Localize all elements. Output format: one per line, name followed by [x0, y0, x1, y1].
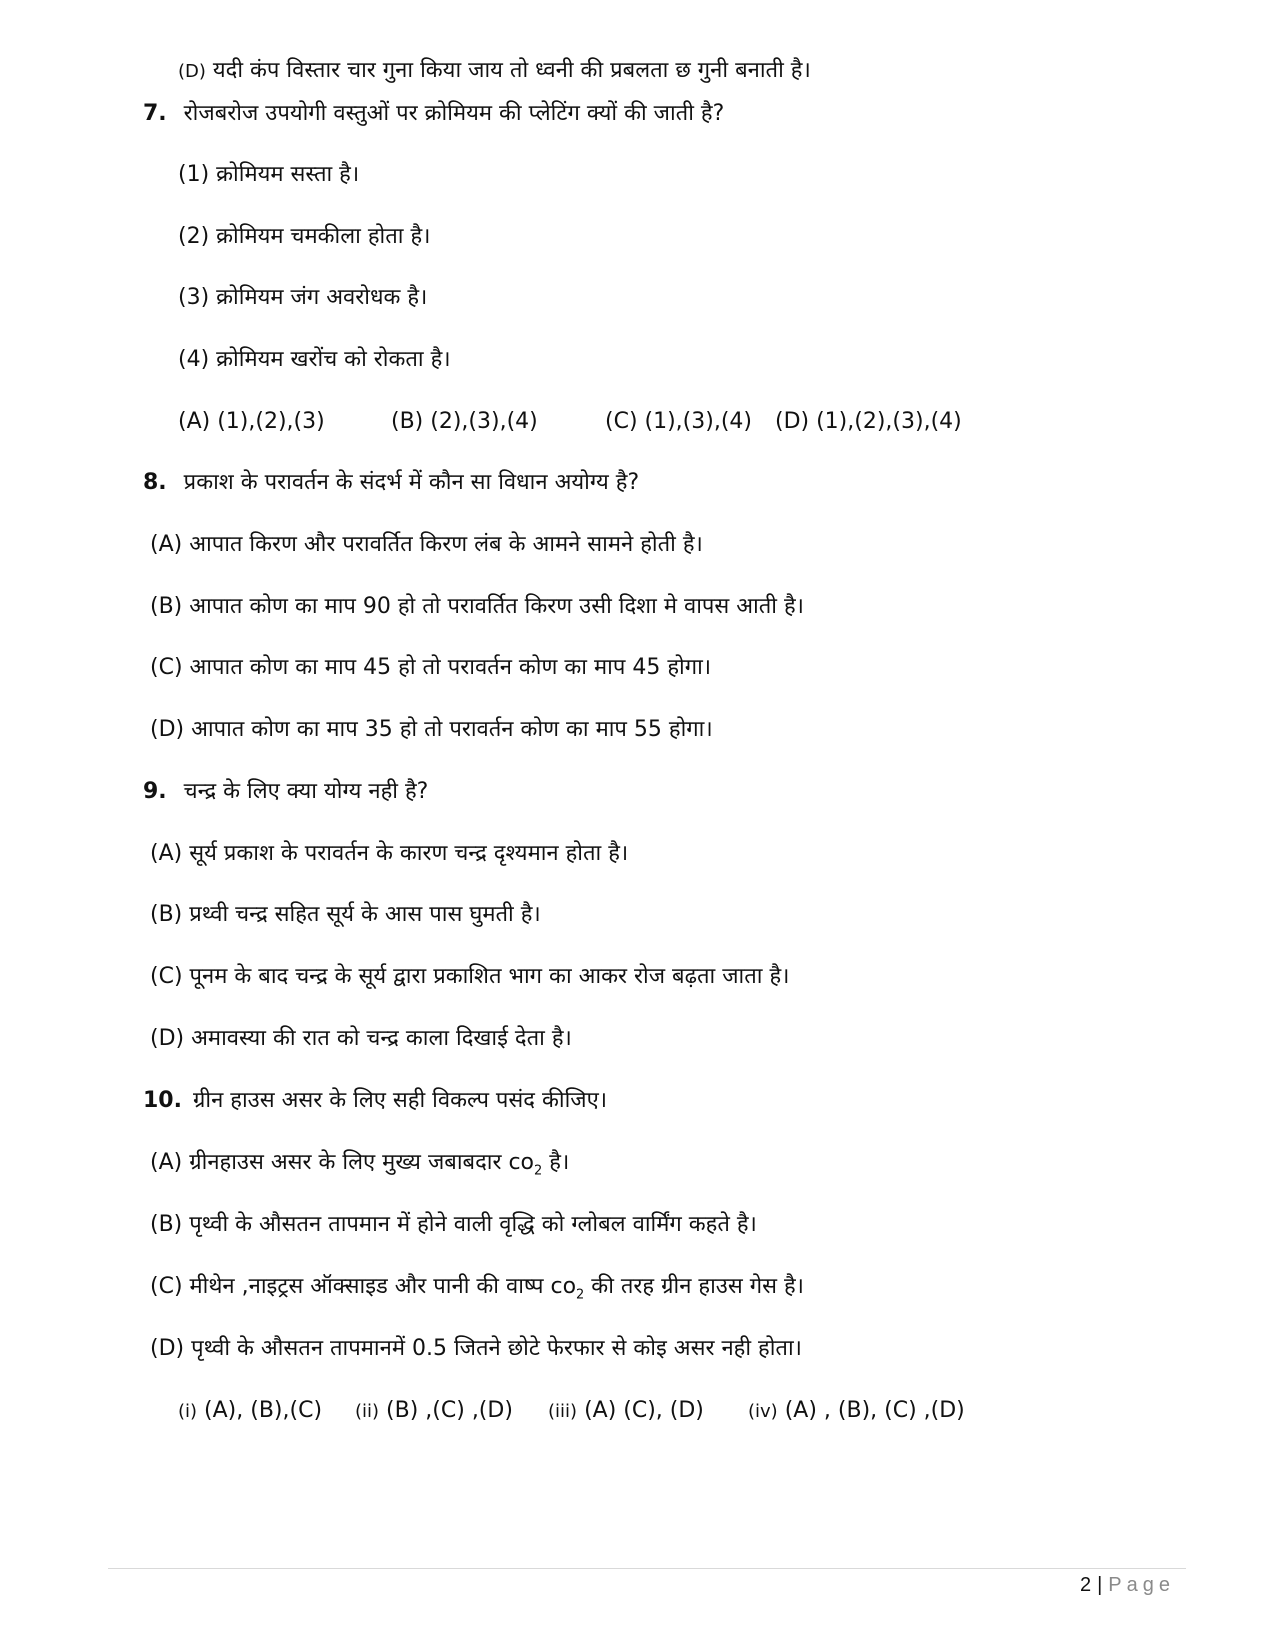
choice-iv	[748, 1396, 965, 1427]
choice-value: (A) , (B), (C) ,(D)	[784, 1398, 965, 1423]
question-9	[143, 777, 428, 807]
subscript: 2	[534, 1163, 543, 1179]
question-8	[143, 468, 639, 498]
choice-roman: (ii)	[355, 1401, 380, 1422]
choice-b: (B) (2),(3),(4)	[391, 409, 538, 434]
q10-option-a	[150, 1148, 569, 1186]
choice-c: (C) (1),(3),(4)	[605, 409, 752, 434]
footer-divider	[108, 1568, 1186, 1569]
choice-i	[178, 1396, 322, 1427]
question-text: प्रकाश के परावर्तन के संदर्भ में कौन सा विधान अयोग्य है?	[183, 470, 640, 495]
question-10	[143, 1086, 607, 1116]
option-label: (D)	[178, 61, 206, 82]
q7-item-4: (4) क्रोमियम खरोंच को रोकता है।	[178, 347, 451, 372]
choice-d: (D) (1),(2),(3),(4)	[775, 409, 962, 434]
q8-option-a: (A) आपात किरण और परावर्तित किरण लंब के आमने सामने होती है।	[150, 532, 703, 557]
page-label: Page	[1108, 1574, 1175, 1596]
q9-option-c: (C) पूनम के बाद चन्द्र के सूर्य द्वारा प्रकाशित भाग का आकर रोज बढ़ता जाता है।	[150, 964, 790, 989]
subscript: 2	[576, 1287, 585, 1303]
choice-a: (A) (1),(2),(3)	[178, 409, 325, 434]
q8-option-b: (B) आपात कोण का माप 90 हो तो परावर्तित किरण उसी दिशा मे वापस आती है।	[150, 594, 804, 619]
choice-ii	[355, 1396, 513, 1427]
footer-separator: |	[1097, 1574, 1103, 1596]
q7-item-2: (2) क्रोमियम चमकीला होता है।	[178, 224, 431, 249]
choice-value: (A), (B),(C)	[204, 1398, 323, 1423]
question-number: 9.	[143, 779, 167, 804]
q10-option-d: (D) पृथ्वी के औसतन तापमानमें 0.5 जितने छोटे फेरफार से कोइ असर नही होता।	[150, 1336, 802, 1361]
q9-option-d: (D) अमावस्या की रात को चन्द्र काला दिखाई देता है।	[150, 1026, 572, 1051]
question-number: 10.	[143, 1088, 182, 1113]
q8-option-c: (C) आपात कोण का माप 45 हो तो परावर्तन कोण का माप 45 होगा।	[150, 655, 712, 680]
choice-value: (A) (C), (D)	[584, 1398, 704, 1423]
option-text-end: है।	[542, 1150, 570, 1175]
q7-item-1: (1) क्रोमियम सस्ता है।	[178, 162, 360, 187]
q10-option-c	[150, 1272, 804, 1310]
question-number: 8.	[143, 470, 167, 495]
choice-roman: (i)	[178, 1401, 198, 1422]
question-number: 7.	[143, 101, 167, 126]
page-number: 2	[1079, 1574, 1092, 1596]
q10-option-b: (B) पृथ्वी के औसतन तापमान में होने वाली वृद्धि को ग्लोबल वार्मिंग कहते है।	[150, 1212, 757, 1237]
q7-item-3: (3) क्रोमियम जंग अवरोधक है।	[178, 285, 428, 310]
question-7	[143, 99, 724, 129]
choice-iii	[548, 1396, 704, 1427]
option-text: (A) ग्रीनहाउस असर के लिए मुख्य जबाबदार co	[150, 1150, 535, 1175]
question-text: चन्द्र के लिए क्या योग्य नही है?	[183, 779, 429, 804]
option-text: यदी कंप विस्तार चार गुना किया जाय तो ध्वनी की प्रबलता छ गुनी बनाती है।	[212, 58, 811, 83]
choice-roman: (iv)	[748, 1401, 778, 1422]
choice-roman: (iii)	[548, 1401, 578, 1422]
choice-value: (B) ,(C) ,(D)	[386, 1398, 513, 1423]
page-footer	[1080, 1574, 1175, 1597]
q6-option-d	[178, 56, 811, 87]
q8-option-d: (D) आपात कोण का माप 35 हो तो परावर्तन कोण का माप 55 होगा।	[150, 717, 713, 742]
option-text: (C) मीथेन ,नाइट्रस ऑक्साइड और पानी की वाष्प co	[150, 1274, 577, 1299]
option-text-end: की तरह ग्रीन हाउस गेस है।	[584, 1274, 804, 1299]
question-text: ग्रीन हाउस असर के लिए सही विकल्प पसंद कीजिए।	[192, 1088, 608, 1113]
q9-option-b: (B) प्रथ्वी चन्द्र सहित सूर्य के आस पास घुमती है।	[150, 902, 541, 927]
q9-option-a: (A) सूर्य प्रकाश के परावर्तन के कारण चन्द्र दृश्यमान होता है।	[150, 841, 629, 866]
question-text: रोजबरोज उपयोगी वस्तुओं पर क्रोमियम की प्लेटिंग क्यों की जाती है?	[183, 101, 725, 126]
